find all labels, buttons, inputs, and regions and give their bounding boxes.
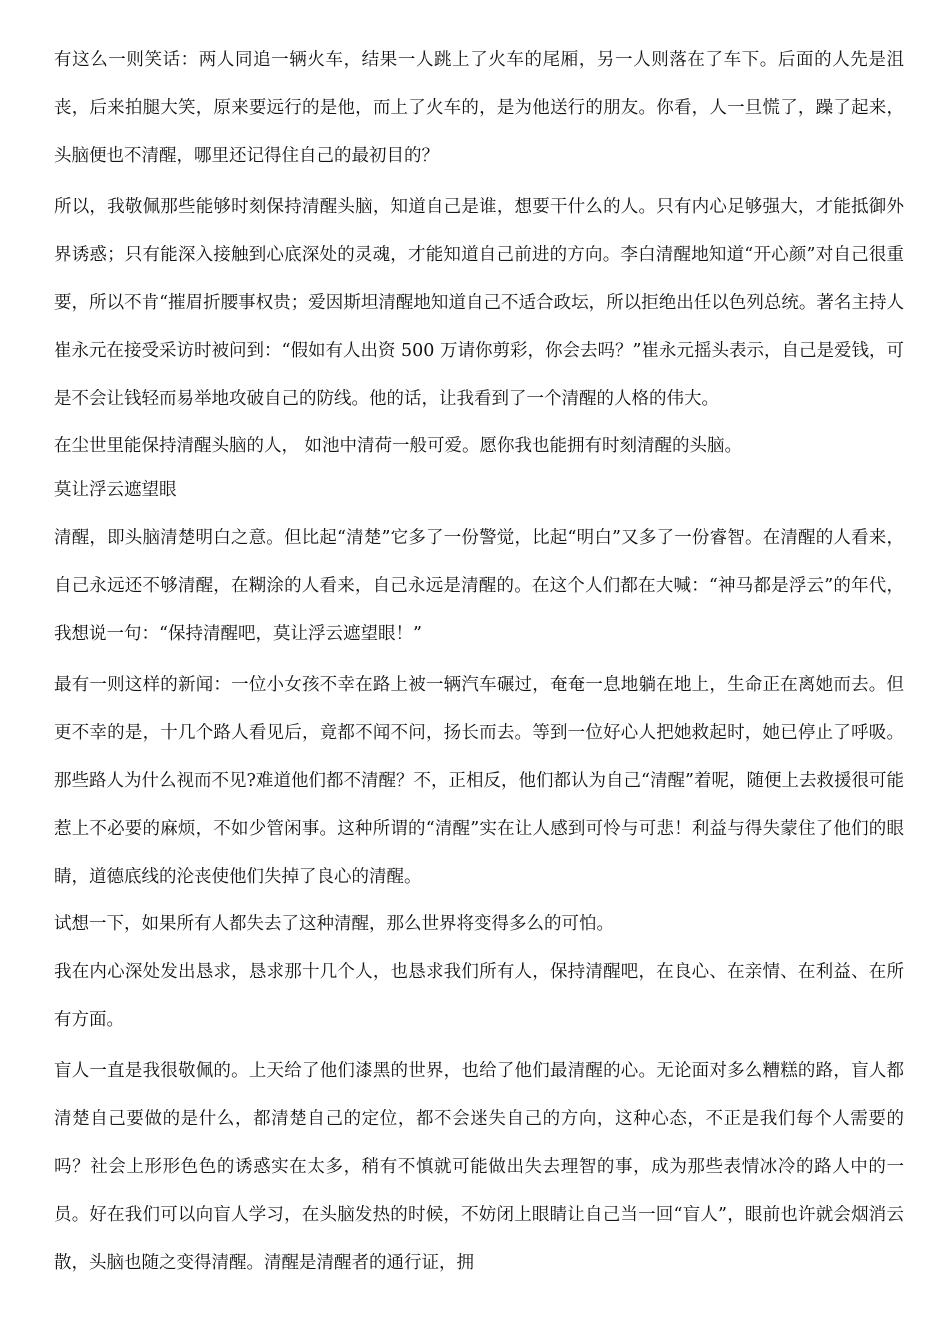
paragraph-plea: 我在内心深处发出恳求，恳求那十几个人，也恳求我们所有人，保持清醒吧，在良心、在亲情、在利益、在所有方面。 <box>54 962 904 1030</box>
document-page <box>54 36 904 1290</box>
paragraph-train-joke: 有这么一则笑话：两人同追一辆火车，结果一人跳上了火车的尾厢，另一人则落在了车下。后面的人先是沮丧，后来拍腿大笑，原来要远行的是他，而上了火车的，是为他送行的朋友。你看，人一旦慌了，躁了起来，头脑便也不清醒，哪里还记得住自己的最初目的？ <box>54 50 904 166</box>
paragraph-definition-clear: 清醒，即头脑清楚明白之意。但比起“清楚”它多了一份警觉，比起“明白”又多了一份睿智。在清醒的人看来，自己永远还不够清醒，在糊涂的人看来，自己永远是清醒的。在这个人们都在大喊：“神马都是浮云”的年代，我想说一句：“保持清醒吧，莫让浮云遮望眼！” <box>54 528 904 644</box>
essay-title: 莫让浮云遮望眼 <box>54 480 177 500</box>
paragraph-news-story: 最有一则这样的新闻：一位小女孩不幸在路上被一辆汽车碾过，奄奄一息地躺在地上，生命正在离她而去。但更不幸的是，十几个路人看见后，竟都不闻不问，扬长而去。等到一位好心人把她救起时，她已停止了呼吸。那些路人为什么视而不见?难道他们都不清醒？不，正相反，他们都认为自己“清醒”着呢，随便上去救援很可能惹上不必要的麻烦，不如少管闲事。这种所谓的“清醒”实在让人感到可怜与可悲！利益与得失蒙住了他们的眼睛，道德底线的沦丧使他们失掉了良心的清醒。 <box>54 675 904 887</box>
paragraph-clear-lotus: 在尘世里能保持清醒头脑的人， 如池中清荷一般可爱。愿你我也能拥有时刻清醒的头脑。 <box>54 436 743 456</box>
paragraph-imagine: 试想一下，如果所有人都失去了这种清醒，那么世界将变得多么的可怕。 <box>54 914 614 934</box>
paragraph-blind-people: 盲人一直是我很敬佩的。上天给了他们漆黑的世界，也给了他们最清醒的心。无论面对多么糟糕的路，盲人都清楚自己要做的是什么，都清楚自己的定位，都不会迷失自己的方向，这种心态，不正是我们每个人需要的吗？社会上形形色色的诱惑实在太多，稍有不慎就可能做出失去理智的事，成为那些表情冰冷的路人中的一员。好在我们可以向盲人学习，在头脑发热的时候，不妨闭上眼睛让自己当一回“盲人”，眼前也许就会烟消云散，头脑也随之变得清醒。清醒是清醒者的通行证，拥 <box>54 1061 904 1273</box>
paragraph-admire-clear-minded: 所以，我敬佩那些能够时刻保持清醒头脑，知道自己是谁，想要干什么的人。只有内心足够强大，才能抵御外界诱惑；只有能深入接触到心底深处的灵魂，才能知道自己前进的方向。李白清醒地知道“开心颜”对自己很重要，所以不肯“摧眉折腰事权贵；爱因斯坦清醒地知道自己不适合政坛，所以拒绝出任以色列总统。著名主持人崔永元在接受采访时被问到：“假如有人出资 500 万请你剪彩，你会去吗？”崔永元摇头表示，自己是爱钱，可是不会让钱轻而易举地攻破自己的防线。他的话，让我看到了一个清醒的人格的伟大。 <box>54 197 904 409</box>
